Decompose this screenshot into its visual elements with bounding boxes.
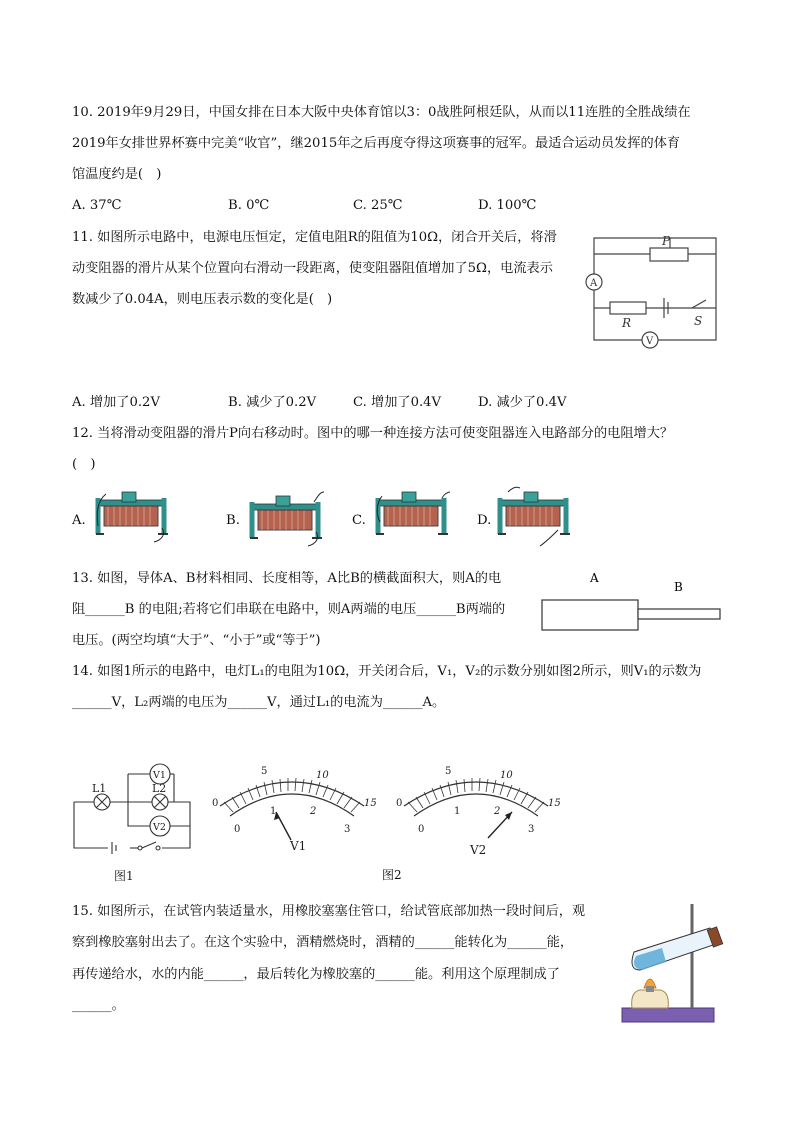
q14-label-l1: L1 [92,782,107,795]
q12-option-a-label: A. [72,513,86,528]
q15-line-4: ______。 [72,998,125,1013]
q10-line-2: 2019年女排世界杯赛中完美“收官”，继2015年之后再度夺得这项赛事的冠军。最适合运动员发挥的体育 [72,136,681,151]
meter2-bottom-tick-1: 1 [454,806,461,817]
meter2-top-tick-10: 10 [500,770,513,781]
meter2-top-tick-0: 0 [396,798,403,809]
meter2-bottom-tick-3: 3 [528,824,535,835]
q11-label-a: A [590,278,598,289]
q14-label-v2: V2 [153,822,166,833]
meter1-bottom-tick-2: 2 [310,806,317,817]
q11-option-d: D. 减少了0.4V [478,395,567,410]
q14-label-v1: V1 [153,770,166,781]
q11-label-v: V [646,336,654,347]
q12-line-1: 12. 当将滑动变阻器的滑片P向右移动时。图中的哪一种连接方法可使变阻器连入电路部分的电阻增大？ [72,426,674,441]
q10-option-d: D. 100℃ [478,198,537,213]
q10-option-a: A. 37℃ [72,198,122,213]
meter1-top-tick-15: 15 [364,798,377,809]
q15-line-1: 15. 如图所示，在试管内装适量水，用橡胶塞塞住管口，给试管底部加热一段时间后，观 [72,904,586,919]
q14-meter-v2 [388,760,568,860]
q10-option-b: B. 0℃ [228,198,270,213]
q10-line-1: 10. 2019年9月29日，中国女排在日本大阪中央体育馆以3：0战胜阿根廷队，从而以11连胜的全胜战绩在 [72,105,691,120]
q13-line-2: 阻______B 的电阻;若将它们串联在电路中，则A两端的电压______B两端的 [72,602,506,617]
meter1-top-tick-0: 0 [212,798,219,809]
q14-line-2: ______V，L₂两端的电压为______V，通过L₁的电流为______A。 [72,695,446,710]
q13-label-b: B [674,580,683,594]
q14-figure1-caption: 图1 [114,869,134,883]
q11-label-p: P [662,234,671,248]
q14-line-1: 14. 如图1所示的电路中，电灯L₁的电阻为10Ω，开关闭合后，V₁，V₂的示数分别如图2所示，则V₁的示数为 [72,664,702,679]
q15-line-3: 再传递给水，水的内能______，最后转化为橡胶塞的______能。利用这个原理制成了 [72,967,560,982]
meter2-bottom-tick-0: 0 [418,824,425,835]
meter1-top-tick-10: 10 [316,770,329,781]
q10-line-3: 馆温度约是( ) [72,167,162,182]
meter1-top-tick-5: 5 [261,766,268,777]
meter2-label: V2 [470,843,487,857]
meter1-bottom-tick-1: 1 [270,806,277,817]
q14-meter-v1 [204,760,384,860]
meter2-top-tick-5: 5 [445,766,452,777]
q11-option-b: B. 减少了0.2V [228,395,317,410]
q12-rheostat-b-image [246,490,326,548]
q13-line-1: 13. 如图，导体A、B材料相同、长度相等，A比B的横截面积大，则A的电 [72,571,502,586]
q13-line-3: 电压。(两空均填“大于”、“小于”或“等于”) [72,633,321,648]
meter1-bottom-tick-0: 0 [234,824,241,835]
meter1-bottom-tick-3: 3 [344,824,351,835]
q11-label-r: R [622,316,632,330]
q13-label-a: A [590,571,599,585]
q12-option-c-label: C. [352,513,366,528]
q11-label-s: S [694,314,703,328]
q14-label-l2: L2 [152,782,167,795]
q12-rheostat-c-image [372,486,450,544]
q11-line-2: 动变阻器的滑片从某个位置向右滑动一段距离，使变阻器阻值增加了5Ω，电流表示 [72,261,553,276]
q10-option-c: C. 25℃ [353,198,403,213]
meter1-label: V1 [290,839,307,853]
q11-circuit-figure [580,228,722,350]
q11-line-3: 数减少了0.04A，则电压表示数的变化是( ) [72,292,333,307]
q11-option-a: A. 增加了0.2V [72,395,160,410]
q12-rheostat-d-image [494,486,574,548]
q13-conductor-figure [536,566,726,636]
meter2-bottom-tick-2: 2 [494,806,501,817]
q12-rheostat-a-image [92,486,170,544]
q12-option-d-label: D. [477,513,492,528]
q12-option-b-label: B. [226,513,240,528]
meter2-top-tick-15: 15 [548,798,561,809]
q12-line-2: ( ) [72,457,96,472]
q15-line-2: 察到橡胶塞射出去了。在这个实验中，酒精燃烧时，酒精的______能转化为______能， [72,935,574,950]
q14-figure1-circuit [68,758,198,884]
q11-line-1: 11. 如图所示电路中，电源电压恒定，定值电阻R的阻值为10Ω，闭合开关后，将滑 [72,230,557,245]
q11-option-c: C. 增加了0.4V [353,395,442,410]
q15-test-tube-apparatus [618,900,728,1028]
q14-figure2-caption: 图2 [382,868,402,882]
